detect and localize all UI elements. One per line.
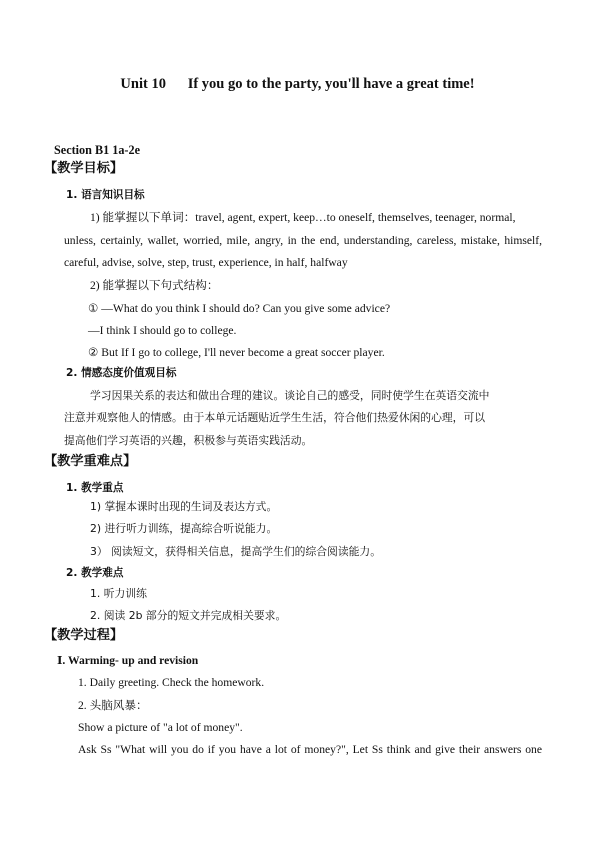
focus-heading: 1. 教学重点 <box>66 482 124 494</box>
words-intro-line: 1) 能掌握以下单词：travel, agent, expert, keep…to oneself, themselves, teenager, normal, <box>90 211 516 224</box>
step-1-heading: Ⅰ. Warming- up and revision <box>57 654 199 667</box>
words-line-2: unless, certainly, wallet, worried, mile, angry, in the end, understanding, careless, mistake, himself, <box>64 234 542 247</box>
difficulty-heading: 2. 教学难点 <box>66 567 124 579</box>
focus-item-1: 1) 掌握本课时出现的生词及表达方式。 <box>90 500 278 513</box>
difficulty-item-1: 1. 听力训练 <box>90 587 147 600</box>
emotion-text-line-1: 学习因果关系的表达和做出合理的建议。谈论自己的感受，同时使学生在英语交流中 <box>90 389 490 402</box>
words-line-3: careful, advise, solve, step, trust, experience, in half, halfway <box>64 256 348 269</box>
section-heading: Section B1 1a-2e <box>54 143 140 157</box>
emotion-text-line-2: 注意并观察他人的情感。由于本单元话题贴近学生生活，符合他们热爱休闲的心理，可以 <box>64 411 486 424</box>
sentence-1-answer: —I think I should go to college. <box>88 324 237 337</box>
focus-item-2: 2) 进行听力训练，提高综合听说能力。 <box>90 522 278 535</box>
difficulty-item-2: 2. 阅读 2b 部分的短文并完成相关要求。 <box>90 609 287 622</box>
sentences-intro: 2) 能掌握以下句式结构： <box>90 279 219 292</box>
focus-item-3: 3） 阅读短文，获得相关信息，提高学生们的综合阅读能力。 <box>90 545 382 558</box>
emotion-goals-heading: 2. 情感态度价值观目标 <box>66 367 177 379</box>
goals-heading: 【教学目标】 <box>44 161 124 176</box>
emotion-text-line-3: 提高他们学习英语的兴趣，积极参与英语实践活动。 <box>64 434 313 447</box>
key-points-heading: 【教学重难点】 <box>44 454 137 469</box>
process-heading: 【教学过程】 <box>44 628 124 643</box>
step-1-line-3: Show a picture of "a lot of money". <box>78 721 243 734</box>
step-1-item-2: 2. 头脑风暴： <box>78 699 148 712</box>
page-title: Unit 10 If you go to the party, you'll have a great time! <box>120 76 475 92</box>
step-1-line-4: Ask Ss "What will you do if you have a lot of money?", Let Ss think and give their answers one <box>78 743 542 756</box>
sentence-1: ① —What do you think I should do? Can you give some advice? <box>88 302 391 315</box>
sentence-2: ② But If I go to college, I'll never become a great soccer player. <box>88 346 385 359</box>
step-1-item-1: 1. Daily greeting. Check the homework. <box>78 676 265 689</box>
language-goals-heading: 1. 语言知识目标 <box>66 189 145 201</box>
